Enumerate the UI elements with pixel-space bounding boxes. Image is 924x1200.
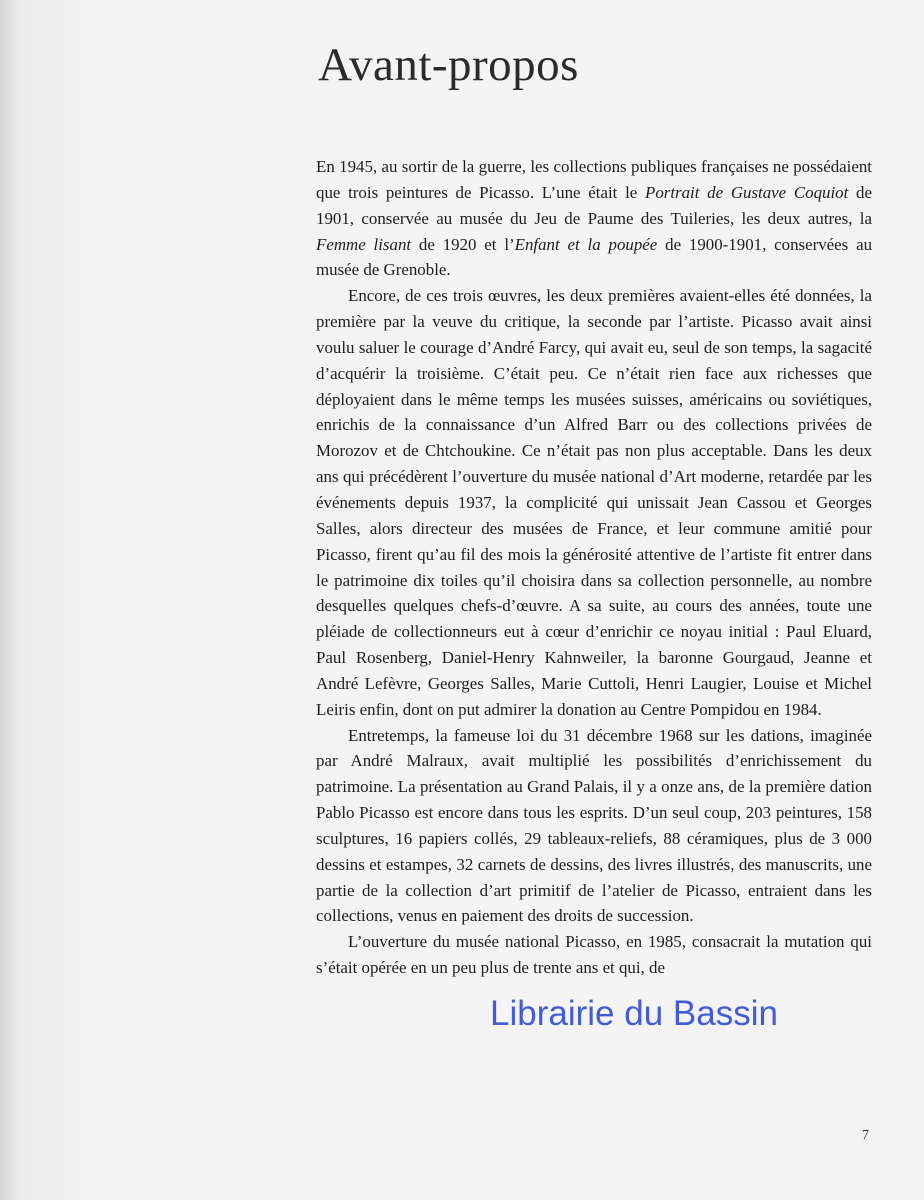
page-title: Avant-propos bbox=[318, 39, 579, 91]
italic-title: Portrait de Gustave Coquiot bbox=[645, 182, 849, 202]
paragraph-2 bbox=[316, 283, 872, 722]
text-run: En 1945, au sortir de la guerre, les collections publiques françaises ne possédaient que trois peintures de Picasso. L’une était le bbox=[316, 157, 872, 202]
paragraph-4 bbox=[316, 929, 872, 981]
text-run: de 1900-1901, conservées au musée de Grenoble. bbox=[316, 234, 873, 280]
paragraph-3 bbox=[316, 723, 872, 930]
watermark-text: Librairie du Bassin bbox=[490, 994, 778, 1033]
page-number: 7 bbox=[862, 1128, 869, 1143]
text-run: Encore, de ces trois œuvres, les deux premières avaient-elles été données, la première par la veuve du critique, la seconde par l’artiste. Picasso avait ainsi voulu saluer le courage d’André Farcy, qui avait eu, seul de son temps, la sagacité d’acquérir la troisième. C’était peu. Ce n’était rien face aux richesses que déployaient dans le même temps les musées suisses, américains ou soviétiques, enrichis de la connaissance d’un Alfred Barr ou des collections privées de Morozov et de Chtchoukine. Ce n’était pas non plus acceptable. Dans les deux ans qui précédèrent l’ouverture du musée national d’Art moderne, retardée par les événements depuis 1937, la complicité qui unissait Jean Cassou et Georges Salles, alors directeur des musées de France, et leur commune amitié pour Picasso, firent qu’au fil des mois la générosité attentive de l’artiste fit entrer dans le patrimoine dix toiles qu’il choisira dans sa collection personnelle, au nombre desquelles quelques chefs-d’œuvre. A sa suite, au cours des années, toute une pléiade de collectionneurs eut à cœur d’enrichir ce noyau initial : Paul Eluard, Paul Rosenberg, Daniel-Henry Kahnweiler, la baronne Gourgaud, Jeanne et André Lefèvre, Georges Salles, Marie Cuttoli, Henri Laugier, Louise et Michel Leiris enfin, dont on put admirer la donation au Centre Pompidou en 1984. bbox=[316, 286, 872, 719]
italic-title: Enfant et la poupée bbox=[514, 234, 658, 254]
body-text bbox=[316, 154, 872, 981]
text-run: Entretemps, la fameuse loi du 31 décembre 1968 sur les dations, imaginée par André Malraux, avait multiplié les possibilités d’enrichissement du patrimoine. La présentation au Grand Palais, il y a onze ans, de la première dation Pablo Picasso est encore dans tous les esprits. D’un seul coup, 203 peintures, 158 sculptures, 16 papiers collés, 29 tableaux-reliefs, 88 céramiques, plus de 3 000 dessins et estampes, 32 carnets de dessins, des livres illustrés, des manuscrits, une partie de la collection d’art primitif de l’atelier de Picasso, entraient dans les collections, venus en paiement des droits de succession. bbox=[316, 725, 872, 926]
text-run: de 1901, conservée au musée du Jeu de Paume des Tuileries, les deux autres, la bbox=[316, 182, 872, 228]
paragraph-1 bbox=[316, 154, 872, 283]
text-run: de 1920 et l’ bbox=[411, 234, 515, 254]
italic-title: Femme lisant bbox=[316, 234, 412, 254]
text-run: L’ouverture du musée national Picasso, en 1985, consacrait la mutation qui s’était opérée en un peu plus de trente ans et qui, de bbox=[316, 932, 872, 978]
